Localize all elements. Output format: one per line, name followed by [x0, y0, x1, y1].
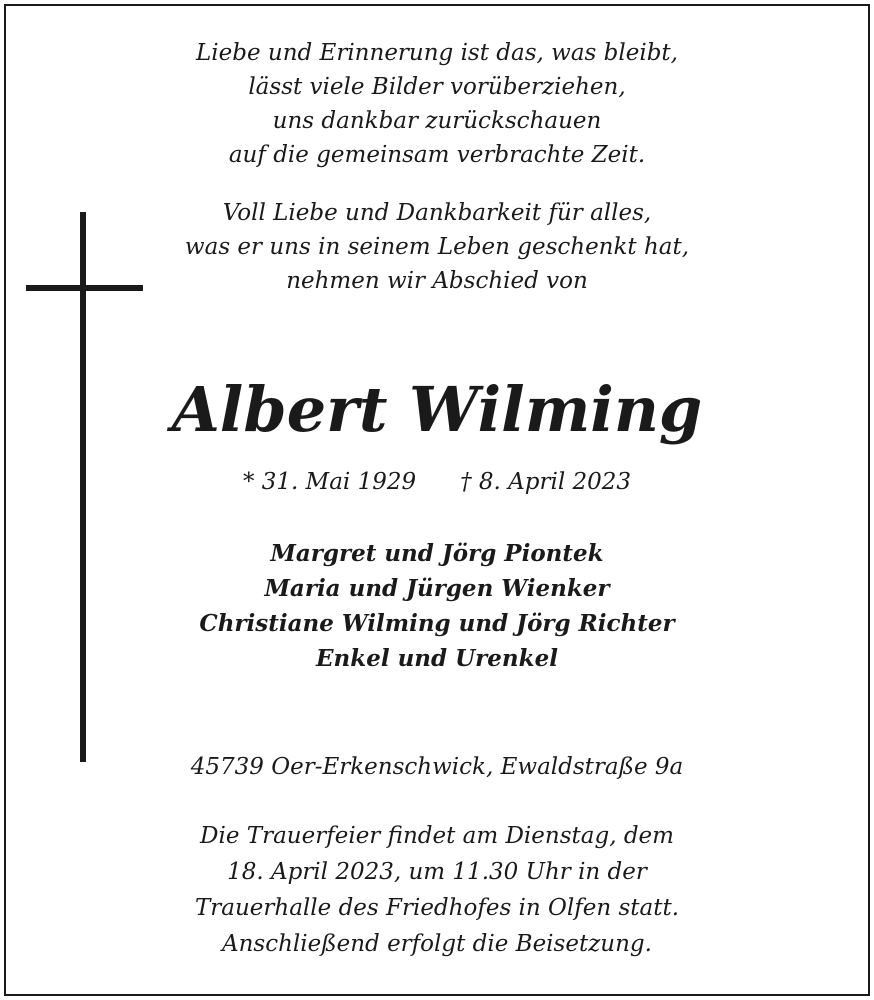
death-date: † 8. April 2023: [460, 469, 632, 495]
mourner-entry: Margret und Jörg Piontek: [270, 540, 604, 567]
verse-2: [0, 196, 874, 298]
verse-1-line: auf die gemeinsam verbrachte Zeit.: [228, 142, 646, 168]
verse-2-line: was er uns in seinem Leben geschenkt hat,: [184, 234, 690, 260]
address: 45739 Oer-Erkenschwick, Ewaldstraße 9a: [190, 754, 684, 780]
birth-date: * 31. Mai 1929: [242, 469, 417, 495]
verse-1-line: uns dankbar zurückschauen: [272, 108, 602, 134]
mourner-entry: Christiane Wilming und Jörg Richter: [199, 610, 675, 637]
notice-line: Die Trauerfeier findet am Dienstag, dem: [200, 823, 674, 849]
mourner-entry: Enkel und Urenkel: [316, 645, 558, 672]
mourner-entry: Maria und Jürgen Wienker: [264, 575, 610, 602]
verse-2-line: Voll Liebe und Dankbarkeit für alles,: [222, 200, 652, 226]
notice-line: 18. April 2023, um 11.30 Uhr in der: [227, 859, 647, 885]
notice-line: Anschließend erfolgt die Beisetzung.: [222, 931, 652, 957]
verse-1: [0, 36, 874, 172]
life-dates: [0, 467, 874, 497]
verse-2-line: nehmen wir Abschied von: [286, 268, 588, 294]
notice-line: Trauerhalle des Friedhofes in Olfen statt.: [194, 895, 680, 921]
verse-1-line: lässt viele Bilder vorüberziehen,: [248, 74, 626, 100]
verse-1-line: Liebe und Erinnerung ist das, was bleibt,: [196, 40, 678, 66]
funeral-notice: [0, 818, 874, 962]
mourners-list: [0, 536, 874, 676]
deceased-name: Albert Wilming: [171, 373, 703, 446]
